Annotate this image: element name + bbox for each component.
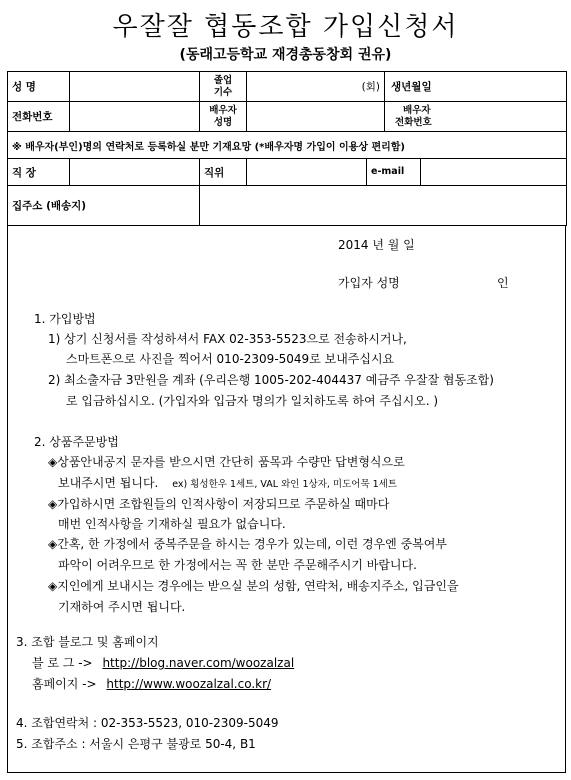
address-field[interactable] <box>200 186 567 226</box>
workplace-field[interactable] <box>70 159 200 186</box>
blog-link[interactable]: http://blog.naver.com/woozalzal <box>102 656 295 670</box>
phone-label: 전화번호 <box>8 102 70 132</box>
section-order-line5: ◈간혹, 한 가정에서 중복주문을 하시는 경우가 있는데, 이런 경우엔 중복여부 <box>48 537 447 551</box>
position-label: 직위 <box>200 159 247 186</box>
seal-mark: 인 <box>497 276 509 290</box>
birthdate-label: 생년월일 <box>385 72 567 102</box>
spouse-name-label-line1: 배우자 <box>209 104 237 116</box>
page-title: 우잘잘 협동조합 가입신청서 <box>112 12 459 42</box>
section-contact: 4. 조합연락처 : 02-353-5523, 010-2309-5049 <box>16 716 279 730</box>
grad-class-label-line2: 기수 <box>213 86 233 98</box>
spouse-phone-label-line2: 전화번호 <box>395 116 432 128</box>
spouse-phone-label-line1: 배우자 <box>403 104 431 116</box>
homepage-link[interactable]: http://www.woozalzal.co.kr/ <box>106 677 272 691</box>
section-order-line2 <box>58 474 397 491</box>
section-order-line3: ◈가입하시면 조합원들의 인적사항이 저장되므로 주문하실 때마다 <box>48 497 390 511</box>
section-join-title: 1. 가입방법 <box>34 312 96 326</box>
section-join-line1: 1) 상기 신청서를 작성하셔서 FAX 02-353-5523으로 전송하시거나, <box>48 332 407 346</box>
section-order-example: ex) 횡성한우 1세트, VAL 와인 1상자, 미도어묵 1세트 <box>172 479 398 490</box>
section-order-line1: ◈상품안내공지 문자를 받으시면 간단히 품목과 수량만 답변형식으로 <box>48 455 405 469</box>
position-field[interactable] <box>247 159 367 186</box>
phone-field[interactable] <box>70 102 200 132</box>
homepage-row <box>32 675 271 692</box>
name-label: 성 명 <box>8 72 70 102</box>
application-body <box>7 226 566 773</box>
section-join-line4: 로 입금하십시오. (가입자와 입금자 명의가 일치하도록 하여 주십시오. ) <box>66 394 439 408</box>
section-join-line3: 2) 최소출자금 3만원을 계좌 (우리은행 1005-202-404437 예금주 우잘잘 협동조합) <box>48 373 494 387</box>
application-form-table <box>7 71 567 226</box>
blog-label: 블 로 그 -> <box>32 656 93 670</box>
section-join-line2: 스마트폰으로 사진을 찍어서 010-2309-5049로 보내주십시요 <box>66 352 395 366</box>
section-order-line2-text: 보내주시면 됩니다. <box>58 476 159 490</box>
application-date: 2014 년 월 일 <box>338 238 415 252</box>
grad-class-field[interactable] <box>247 72 385 102</box>
section-order-line6: 파악이 어려우므로 한 가정에서는 꼭 한 분만 주문해주시기 바랍니다. <box>58 558 417 572</box>
spouse-contact-note: ※ 배우자(부인)명의 연락처로 등록하실 분만 기재요망 (*배우자명 가입이 이용상 편리함) <box>8 132 567 159</box>
spouse-name-label <box>200 102 247 132</box>
address-label <box>8 186 200 226</box>
section-order-line7: ◈지인에게 보내시는 경우에는 받으실 분의 성함, 연락처, 배송지주소, 입금인을 <box>48 579 459 593</box>
section-address: 5. 조합주소 : 서울시 은평구 불광로 50-4, B1 <box>16 737 256 751</box>
email-field[interactable] <box>421 159 567 186</box>
spouse-name-label-line2: 성명 <box>213 116 233 128</box>
page-subtitle: (동래고등학교 재경총동창회 권유) <box>179 47 392 63</box>
section-order-line4: 매번 인적사항을 기재하실 필요가 없습니다. <box>58 517 286 531</box>
grad-class-suffix: (회) <box>361 81 381 93</box>
spouse-phone-label <box>385 102 567 132</box>
blog-row <box>32 654 294 671</box>
name-field[interactable] <box>70 72 200 102</box>
grad-class-label <box>200 72 247 102</box>
spouse-name-field[interactable] <box>247 102 385 132</box>
section-order-line8: 기재하여 주시면 됩니다. <box>58 600 186 614</box>
email-label: e-mail <box>367 159 421 186</box>
workplace-label: 직 장 <box>8 159 70 186</box>
grad-class-label-line1: 졸업 <box>213 74 233 86</box>
section-order-title: 2. 상품주문방법 <box>34 435 119 449</box>
applicant-name-label: 가입자 성명 <box>338 276 400 290</box>
section-links-title: 3. 조합 블로그 및 홈페이지 <box>16 635 159 649</box>
homepage-label: 홈페이지 -> <box>32 677 97 691</box>
address-label-text: 집주소 (배송지) <box>12 200 87 212</box>
